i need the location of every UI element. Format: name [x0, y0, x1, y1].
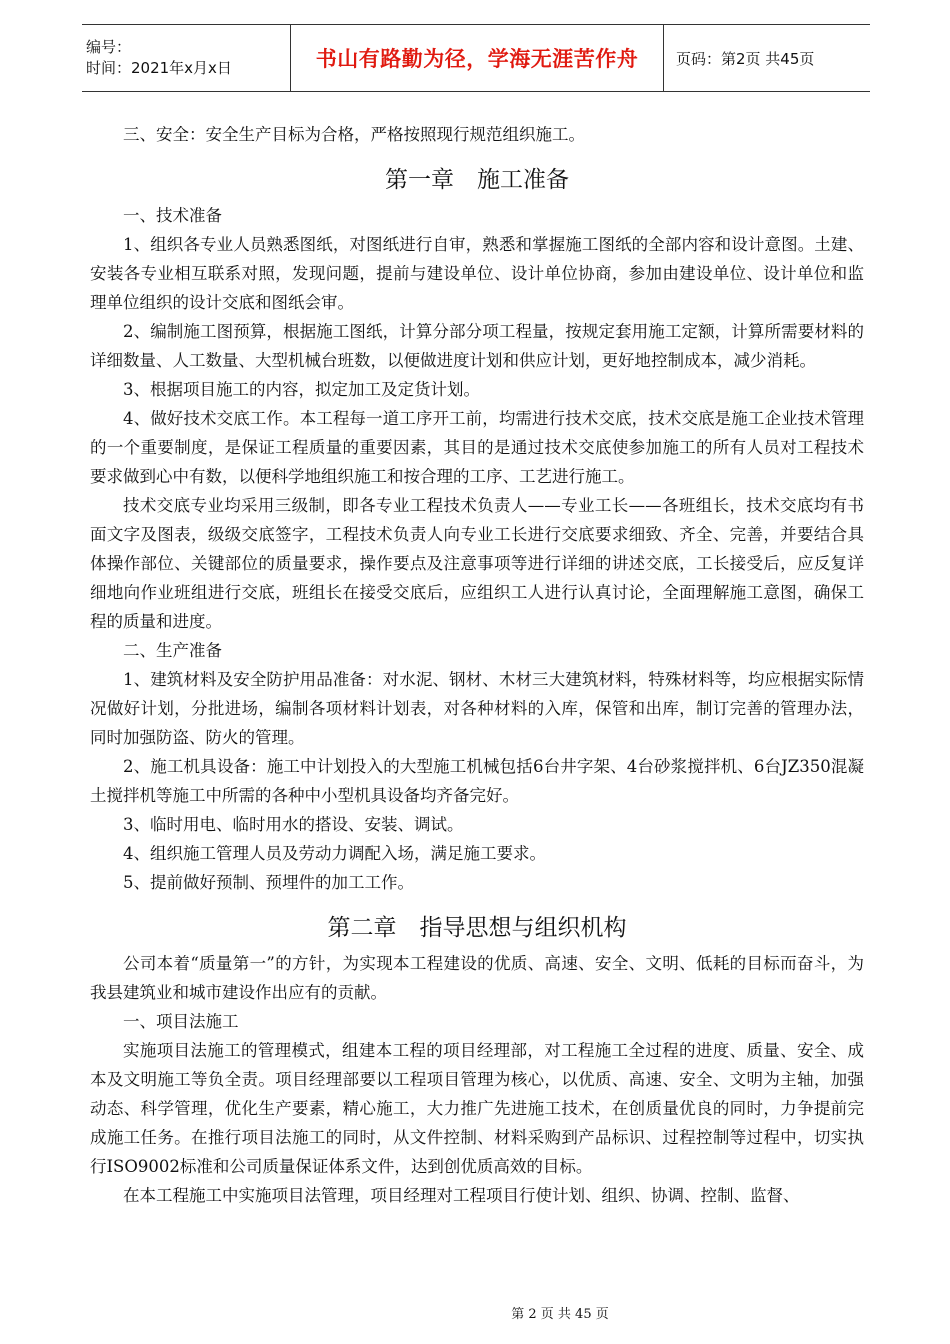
paragraph: 2、施工机具设备：施工中计划投入的大型施工机械包括6台井字架、4台砂浆搅拌机、6台JZ350混凝土搅拌机等施工中所需的各种中小型机具设备均齐备完好。 [90, 757, 864, 805]
header-motto-cell [290, 25, 664, 91]
header-meta [82, 25, 290, 91]
paragraph: 5、提前做好预制、预埋件的加工工作。 [123, 873, 414, 892]
paragraph: 3、根据项目施工的内容，拟定加工及定货计划。 [123, 380, 480, 399]
header-page-cell [664, 25, 814, 91]
page-header [82, 24, 870, 92]
header-page-info: 页码：第2页 共45页 [676, 49, 815, 68]
paragraph: 技术交底专业均采用三级制，即各专业工程技术负责人——专业工长——各班组长，技术交底均有书面文字及图表，级级交底签字，工程技术负责人向专业工长进行交底要求细致、齐全、完善，并要结合具体操作部位、关键部位的质量要求，操作要点及注意事项等进行详细的讲述交底，工长接受后，应反复详细地向作业班组进行交底，班组长在接受交底后，应组织工人进行认真讨论，全面理解施工意图，确保工程的质量和进度。 [90, 496, 864, 631]
paragraph: 4、组织施工管理人员及劳动力调配入场，满足施工要求。 [123, 844, 546, 863]
paragraph: 1、建筑材料及安全防护用品准备：对水泥、钢材、木材三大建筑材料，特殊材料等，均应根据实际情况做好计划，分批进场，编制各项材料计划表，对各种材料的入库，保管和出库，制订完善的管理办法，同时加强防盗、防火的管理。 [90, 670, 864, 747]
section-heading: 一、技术准备 [123, 206, 222, 225]
paragraph: 在本工程施工中实施项目法管理，项目经理对工程项目行使计划、组织、协调、控制、监督、 [123, 1186, 800, 1205]
footer-page-number: 第 2 页 共 45 页 [511, 1307, 609, 1322]
paragraph: 1、组织各专业人员熟悉图纸，对图纸进行自审，熟悉和掌握施工图纸的全部内容和设计意图。土建、安装各专业相互联系对照，发现问题，提前与建设单位、设计单位协商，参加由建设单位、设计单位和监理单位组织的设计交底和图纸会审。 [90, 235, 864, 312]
intro-paragraph: 三、安全：安全生产目标为合格，严格按照现行规范组织施工。 [123, 125, 585, 144]
chapter-1-title: 第一章 施工准备 [385, 167, 569, 193]
document-number-label: 编号： [86, 38, 132, 56]
paragraph: 4、做好技术交底工作。本工程每一道工序开工前，均需进行技术交底，技术交底是施工企业技术管理的一个重要制度，是保证工程质量的重要因素，其目的是通过技术交底使参加施工的所有人员对工程技术要求做到心中有数，以便科学地组织施工和按合理的工序、工艺进行施工。 [90, 409, 864, 486]
section-heading: 二、生产准备 [123, 641, 222, 660]
paragraph: 3、临时用电、临时用水的搭设、安装、调试。 [123, 815, 464, 834]
paragraph: 公司本着“质量第一”的方针，为实现本工程建设的优质、高速、安全、文明、低耗的目标而奋斗，为我县建筑业和城市建设作出应有的贡献。 [90, 954, 864, 1002]
document-body [90, 120, 864, 1210]
paragraph: 实施项目法施工的管理模式，组建本工程的项目经理部，对工程施工全过程的进度、质量、安全、成本及文明施工等负全责。项目经理部要以工程项目管理为核心，以优质、高速、安全、文明为主轴，加强动态、科学管理，优化生产要素，精心施工，大力推广先进施工技术，在创质量优良的同时，力争提前完成施工任务。在推行项目法施工的同时，从文件控制、材料采购到产品标识、过程控制等过程中，切实执行ISO9002标准和公司质量保证体系文件，达到创优质高效的目标。 [90, 1041, 864, 1176]
paragraph: 2、编制施工图预算，根据施工图纸，计算分部分项工程量，按规定套用施工定额，计算所需要材料的详细数量、人工数量、大型机械台班数，以便做进度计划和供应计划，更好地控制成本，减少消耗。 [90, 322, 864, 370]
section-heading: 一、项目法施工 [123, 1012, 239, 1031]
document-date: 时间：2021年x月x日 [86, 59, 232, 77]
page-footer [0, 1303, 950, 1322]
chapter-2-title: 第二章 指导思想与组织机构 [327, 915, 627, 941]
header-motto: 书山有路勤为径，学海无涯苦作舟 [315, 46, 639, 71]
